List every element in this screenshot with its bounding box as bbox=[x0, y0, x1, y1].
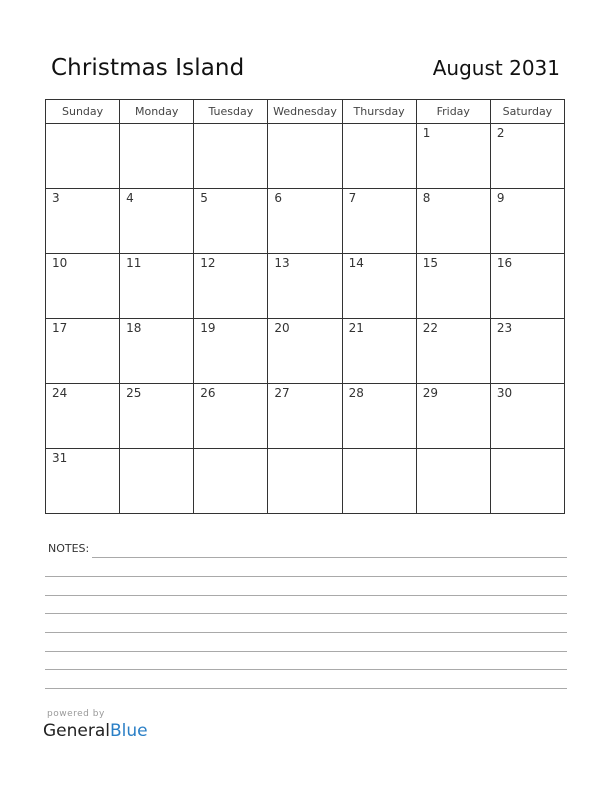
day-cell bbox=[268, 384, 342, 449]
day-number bbox=[120, 449, 193, 451]
weekday-sunday: Sunday bbox=[46, 100, 120, 124]
month-calendar-grid bbox=[45, 99, 565, 514]
day-cell bbox=[120, 189, 194, 254]
day-cell bbox=[490, 319, 564, 384]
day-number: 17 bbox=[52, 321, 68, 335]
day-cell bbox=[194, 319, 268, 384]
note-line bbox=[45, 632, 567, 633]
day-cell bbox=[194, 124, 268, 189]
day-cell bbox=[194, 254, 268, 319]
day-cell bbox=[268, 189, 342, 254]
notes-label: NOTES: bbox=[48, 542, 90, 555]
day-number: 30 bbox=[496, 386, 513, 400]
day-cell bbox=[120, 449, 194, 514]
day-cell bbox=[342, 189, 416, 254]
week-row bbox=[46, 254, 565, 319]
day-cell bbox=[194, 189, 268, 254]
day-number: 29 bbox=[422, 386, 438, 400]
day-number: 23 bbox=[496, 321, 513, 335]
weekday-saturday: Saturday bbox=[490, 100, 564, 124]
day-number bbox=[194, 449, 267, 451]
day-number: 3 bbox=[52, 191, 60, 205]
weekday-monday: Monday bbox=[120, 100, 194, 124]
day-cell bbox=[416, 254, 490, 319]
day-cell bbox=[416, 189, 490, 254]
day-number: 25 bbox=[126, 386, 142, 400]
day-number: 16 bbox=[496, 256, 513, 270]
day-number: 20 bbox=[274, 321, 290, 335]
day-number: 15 bbox=[422, 256, 438, 270]
day-number: 2 bbox=[496, 126, 505, 140]
day-number: 5 bbox=[200, 191, 208, 205]
day-number: 1 bbox=[422, 126, 431, 140]
day-cell bbox=[268, 449, 342, 514]
day-cell bbox=[490, 124, 564, 189]
day-number: 19 bbox=[200, 321, 216, 335]
note-line bbox=[45, 651, 567, 652]
day-cell bbox=[46, 124, 120, 189]
day-cell bbox=[416, 384, 490, 449]
day-cell bbox=[120, 124, 194, 189]
day-number: 18 bbox=[126, 321, 142, 335]
day-number: 7 bbox=[348, 191, 357, 205]
weekday-header-row bbox=[46, 100, 565, 124]
day-number: 28 bbox=[348, 386, 364, 400]
day-cell bbox=[416, 124, 490, 189]
week-row bbox=[46, 319, 565, 384]
note-line bbox=[92, 557, 567, 558]
day-number: 13 bbox=[274, 256, 290, 270]
day-number: 22 bbox=[422, 321, 438, 335]
day-number: 21 bbox=[348, 321, 364, 335]
weekday-thursday: Thursday bbox=[342, 100, 416, 124]
day-number: 10 bbox=[52, 256, 68, 270]
note-line bbox=[45, 613, 567, 614]
day-number: 8 bbox=[422, 191, 431, 205]
day-cell bbox=[490, 254, 564, 319]
day-cell bbox=[46, 384, 120, 449]
day-cell bbox=[120, 384, 194, 449]
note-line bbox=[45, 669, 567, 670]
day-cell bbox=[342, 319, 416, 384]
weekday-friday: Friday bbox=[416, 100, 490, 124]
day-number: 12 bbox=[200, 256, 216, 270]
day-number bbox=[268, 449, 341, 451]
note-line bbox=[45, 688, 567, 689]
week-row bbox=[46, 449, 565, 514]
calendar-title: Christmas Island bbox=[51, 55, 245, 81]
week-row bbox=[46, 124, 565, 189]
day-cell bbox=[490, 384, 564, 449]
day-number: 4 bbox=[126, 191, 134, 205]
note-line bbox=[45, 576, 567, 577]
day-number: 6 bbox=[274, 191, 283, 205]
day-cell bbox=[268, 124, 342, 189]
day-cell bbox=[46, 254, 120, 319]
day-cell bbox=[46, 319, 120, 384]
month-year: August 2031 bbox=[432, 56, 560, 80]
day-number bbox=[268, 124, 341, 126]
day-number: 9 bbox=[496, 191, 505, 205]
day-cell bbox=[342, 384, 416, 449]
day-number: 26 bbox=[200, 386, 216, 400]
day-cell bbox=[342, 254, 416, 319]
day-cell bbox=[46, 449, 120, 514]
day-number: 24 bbox=[52, 386, 68, 400]
day-cell bbox=[268, 254, 342, 319]
day-number: 31 bbox=[52, 451, 68, 465]
day-number bbox=[120, 124, 193, 126]
day-number bbox=[343, 124, 416, 126]
day-cell bbox=[194, 384, 268, 449]
weekday-wednesday: Wednesday bbox=[268, 100, 342, 124]
weekday-tuesday: Tuesday bbox=[194, 100, 268, 124]
day-number: 14 bbox=[348, 256, 364, 270]
day-cell bbox=[120, 319, 194, 384]
day-cell bbox=[490, 189, 564, 254]
powered-by-text: powered by bbox=[47, 709, 105, 719]
brand-blue: Blue bbox=[110, 721, 148, 741]
day-cell bbox=[46, 189, 120, 254]
day-number: 11 bbox=[126, 256, 142, 270]
day-cell bbox=[342, 449, 416, 514]
day-number: 27 bbox=[274, 386, 290, 400]
day-cell bbox=[120, 254, 194, 319]
day-number bbox=[417, 449, 490, 451]
week-row bbox=[46, 189, 565, 254]
day-cell bbox=[416, 319, 490, 384]
day-cell bbox=[342, 124, 416, 189]
week-row bbox=[46, 384, 565, 449]
day-cell bbox=[194, 449, 268, 514]
day-cell bbox=[268, 319, 342, 384]
brand-logo[interactable] bbox=[43, 721, 148, 741]
day-number bbox=[343, 449, 416, 451]
day-number bbox=[491, 449, 564, 451]
day-cell bbox=[490, 449, 564, 514]
brand-general: General bbox=[43, 721, 110, 741]
note-line bbox=[45, 595, 567, 596]
day-number bbox=[194, 124, 267, 126]
day-cell bbox=[416, 449, 490, 514]
day-number bbox=[46, 124, 119, 126]
